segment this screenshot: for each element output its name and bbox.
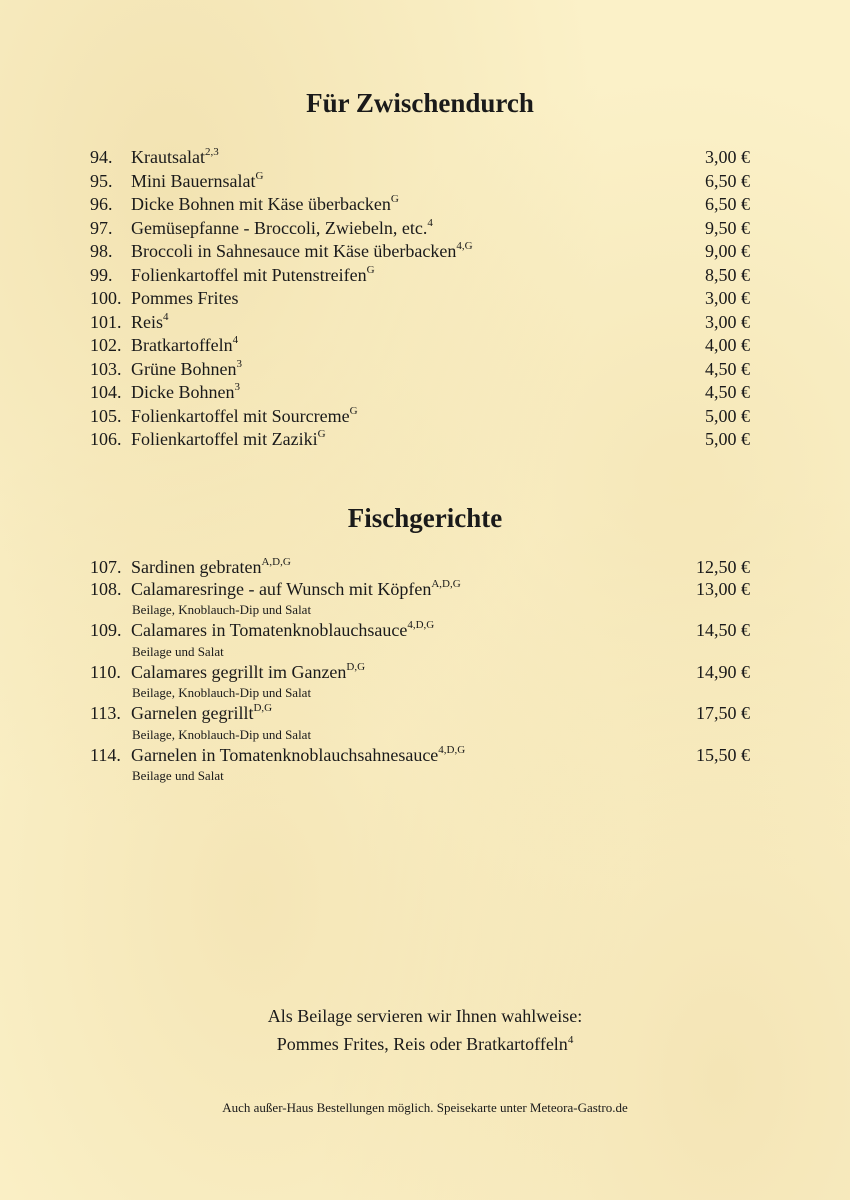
menu-item-allergen-codes: D,G: [253, 702, 273, 714]
menu-item-allergen-codes: G: [390, 193, 399, 205]
side-dish-note-line2: [0, 1028, 850, 1056]
menu-item-name: [131, 240, 705, 264]
menu-item-row: [90, 170, 752, 194]
menu-item: [90, 170, 752, 194]
menu-item-name: [131, 557, 696, 579]
side-dish-note-line2-sup: 4: [567, 1034, 574, 1046]
menu-list-zwischendurch: [90, 146, 752, 452]
menu-item-name-text: Dicke Bohnen: [131, 382, 235, 402]
menu-item-allergen-codes: D,G: [346, 660, 366, 673]
menu-item-price: 9,00 €: [705, 241, 750, 261]
menu-item: [90, 381, 752, 405]
menu-item-row: [90, 662, 752, 684]
menu-item: [90, 146, 752, 170]
menu-item: [90, 264, 752, 288]
menu-item-row: [90, 557, 752, 579]
menu-item-row: [90, 428, 752, 452]
menu-item-row: [90, 146, 752, 170]
menu-item: [90, 193, 752, 217]
menu-item-name-text: Grüne Bohnen: [131, 358, 237, 379]
menu-item-number: 103.: [90, 358, 122, 379]
menu-item-name-text: Calamares gegrillt im Ganzen: [131, 661, 347, 682]
menu-item-price: 17,50 €: [696, 703, 750, 723]
menu-item: [90, 662, 752, 704]
menu-item-name-text: Garnelen gegrillt: [131, 703, 254, 723]
menu-item-name: [131, 358, 705, 382]
menu-item-price: 5,00 €: [705, 429, 750, 449]
menu-item: [90, 334, 752, 358]
takeaway-note: Auch außer-Haus Bestellungen möglich. Speisekarte unter Meteora-Gastro.de: [222, 1100, 628, 1115]
menu-item-name-text: Reis: [131, 311, 164, 332]
menu-item-price: 15,50 €: [696, 744, 750, 765]
menu-item-number: 108.: [90, 578, 122, 599]
menu-item-row: [90, 745, 752, 767]
menu-item-name: [131, 170, 705, 194]
menu-item: [90, 703, 752, 745]
menu-item: [90, 620, 752, 662]
menu-item-price: 3,00 €: [705, 147, 750, 167]
menu-item-name-text: Bratkartoffeln: [131, 335, 233, 355]
menu-item-row: [90, 193, 752, 217]
menu-item-name: [131, 428, 705, 452]
menu-item-number: 114.: [90, 744, 121, 765]
menu-item-name: [131, 217, 705, 241]
menu-item-price: 14,50 €: [696, 620, 750, 640]
menu-item: [90, 287, 752, 311]
menu-item-row: [90, 579, 752, 601]
menu-item-row: [90, 311, 752, 335]
menu-item-price: 14,90 €: [696, 661, 750, 682]
menu-item-allergen-codes: A,D,G: [261, 556, 291, 568]
menu-item-row: [90, 405, 752, 429]
menu-item-allergen-codes: 4,D,G: [438, 743, 466, 756]
menu-item-name: [131, 620, 696, 642]
menu-item-allergen-codes: 2,3: [204, 146, 219, 158]
menu-item-row: [90, 703, 752, 725]
menu-item-allergen-codes: G: [349, 404, 358, 417]
menu-item-name: [131, 193, 705, 217]
menu-item-price: 3,00 €: [705, 311, 750, 332]
menu-item: [90, 745, 752, 787]
menu-item-price: 5,00 €: [705, 405, 750, 426]
menu-item-allergen-codes: G: [317, 428, 326, 440]
side-dish-note-line1: Als Beilage servieren wir Ihnen wahlweise:: [267, 1006, 583, 1026]
menu-item-number: 99.: [90, 264, 113, 285]
menu-item-name-text: Garnelen in Tomatenknoblauchsahnesauce: [131, 744, 439, 765]
menu-item-name-text: Folienkartoffel mit Sourcreme: [131, 405, 350, 426]
menu-item-allergen-codes: 3: [236, 357, 242, 370]
menu-item-name-text: Folienkartoffel mit Putenstreifen: [131, 264, 367, 285]
menu-item-name: [131, 703, 696, 725]
menu-item: [90, 579, 752, 621]
menu-item-number: 101.: [90, 311, 122, 332]
menu-item-number: 102.: [90, 335, 122, 355]
menu-item-name: [131, 662, 696, 684]
menu-item-price: 6,50 €: [705, 194, 750, 214]
menu-item-row: [90, 334, 752, 358]
menu-item-price: 3,00 €: [705, 288, 750, 308]
menu-item-number: 104.: [90, 382, 122, 402]
menu-item-number: 100.: [90, 288, 122, 308]
menu-item: [90, 217, 752, 241]
menu-item-price: 12,50 €: [696, 557, 750, 577]
menu-item-number: 107.: [90, 557, 122, 577]
menu-item-name: [131, 745, 696, 767]
menu-item-name: [131, 334, 705, 358]
menu-item-name-text: Calamares in Tomatenknoblauchsauce: [131, 620, 408, 640]
menu-item-side-note: Beilage, Knoblauch-Dip und Salat: [132, 602, 312, 617]
menu-item-name-text: Gemüsepfanne - Broccoli, Zwiebeln, etc.: [131, 217, 428, 238]
side-dish-note-line2-text: Pommes Frites, Reis oder Bratkartoffeln: [276, 1034, 568, 1054]
menu-item-name-text: Sardinen gebraten: [131, 557, 262, 577]
menu-item-number: 98.: [90, 241, 113, 261]
menu-item-name-text: Broccoli in Sahnesauce mit Käse überbacken: [131, 241, 457, 261]
section-title-fischgerichte: Fischgerichte: [347, 503, 503, 533]
menu-item-number: 113.: [90, 703, 121, 723]
menu-item-side-note: Beilage, Knoblauch-Dip und Salat: [132, 685, 312, 700]
menu-item-allergen-codes: 4: [427, 216, 433, 229]
menu-item-name: [131, 579, 696, 601]
menu-item-number: 109.: [90, 620, 122, 640]
menu-item-allergen-codes: G: [366, 263, 375, 276]
menu-item-allergen-codes: 4: [232, 334, 239, 346]
menu-item-number: 106.: [90, 429, 122, 449]
menu-item-name-text: Krautsalat: [131, 147, 205, 167]
menu-item-name-text: Folienkartoffel mit Zaziki: [131, 429, 318, 449]
menu-item-row: [90, 217, 752, 241]
menu-item-price: 8,50 €: [705, 264, 750, 285]
menu-item-side-note: Beilage und Salat: [132, 643, 224, 659]
menu-item: [90, 405, 752, 429]
menu-item: [90, 358, 752, 382]
menu-item: [90, 311, 752, 335]
menu-item-name-text: Calamaresringe - auf Wunsch mit Köpfen: [131, 578, 432, 599]
menu-item-row: [90, 620, 752, 642]
menu-item-number: 94.: [90, 147, 113, 167]
menu-item-name: [131, 405, 705, 429]
menu-item-row: [90, 287, 752, 311]
menu-item-number: 96.: [90, 194, 113, 214]
menu-item-row: [90, 264, 752, 288]
menu-item-price: 9,50 €: [705, 217, 750, 238]
menu-item: [90, 557, 752, 579]
menu-item-allergen-codes: 4,G: [456, 240, 473, 252]
menu-item: [90, 428, 752, 452]
menu-item-row: [90, 240, 752, 264]
menu-item-name: [131, 311, 705, 335]
menu-item-price: 4,50 €: [705, 382, 750, 402]
menu-item-number: 97.: [90, 217, 113, 238]
menu-item-allergen-codes: 3: [234, 381, 240, 393]
menu-item-allergen-codes: 4: [163, 310, 169, 323]
menu-item-row: [90, 358, 752, 382]
menu-list-fischgerichte: [90, 557, 752, 786]
section-title-zwischendurch: Für Zwischendurch: [306, 88, 534, 118]
menu-item-name: [131, 264, 705, 288]
menu-item-row: [90, 381, 752, 405]
menu-item-number: 95.: [90, 170, 113, 191]
menu-item-allergen-codes: G: [255, 169, 264, 182]
menu-item-name: [131, 287, 705, 311]
menu-item-price: 13,00 €: [696, 578, 750, 599]
menu-item-allergen-codes: 4,D,G: [407, 619, 435, 631]
menu-item-price: 6,50 €: [705, 170, 750, 191]
menu-item-name: [131, 146, 705, 170]
menu-item-price: 4,00 €: [705, 335, 750, 355]
menu-item-price: 4,50 €: [705, 358, 750, 379]
menu-item-side-note: Beilage und Salat: [132, 768, 224, 783]
menu-item-number: 105.: [90, 405, 122, 426]
menu-item-allergen-codes: A,D,G: [431, 577, 461, 590]
menu-item: [90, 240, 752, 264]
menu-item-name: [131, 381, 705, 405]
menu-item-side-note: Beilage, Knoblauch-Dip und Salat: [132, 726, 312, 742]
menu-item-number: 110.: [90, 661, 121, 682]
menu-item-name-text: Mini Bauernsalat: [131, 170, 256, 191]
menu-item-name-text: Dicke Bohnen mit Käse überbacken: [131, 194, 391, 214]
side-dish-note: [0, 1004, 850, 1056]
menu-item-name-text: Pommes Frites: [131, 288, 239, 308]
